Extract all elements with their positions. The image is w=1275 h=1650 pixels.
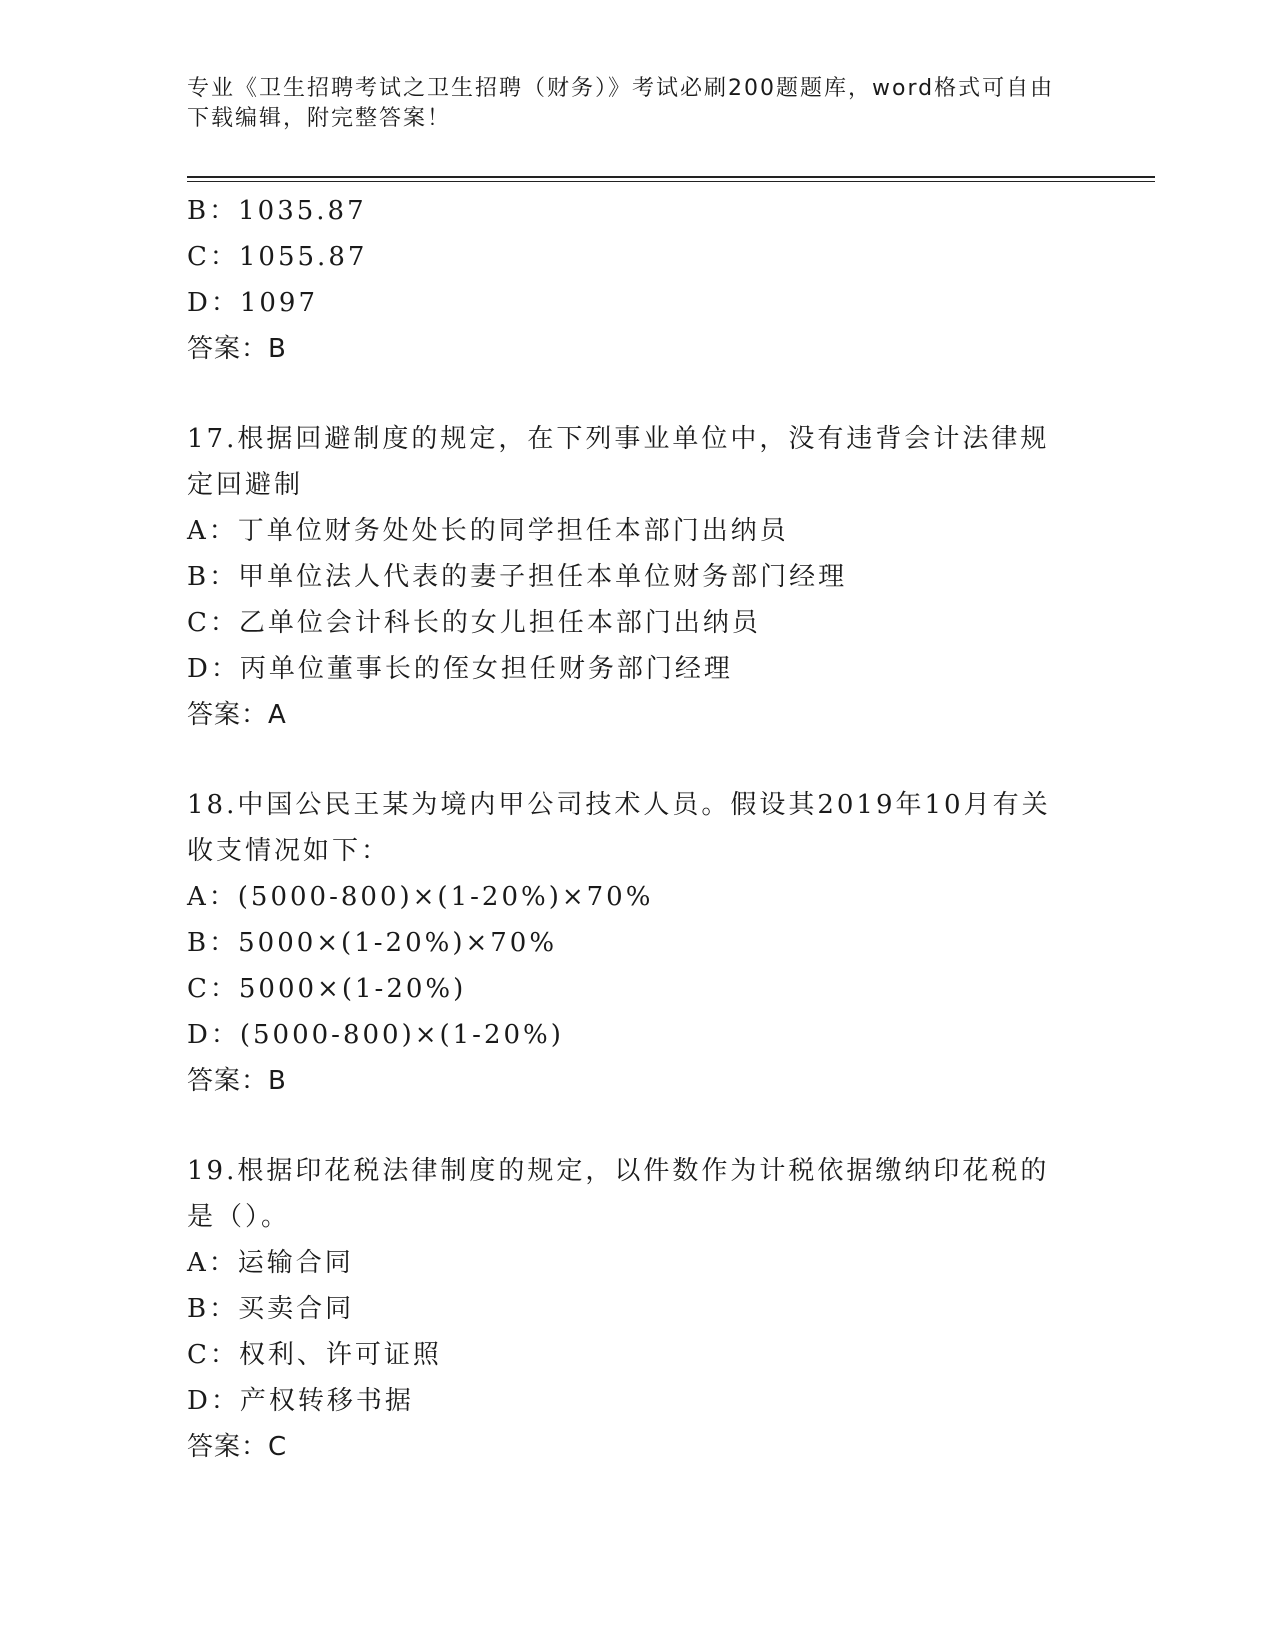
header-divider-thin <box>187 181 1155 182</box>
question-text: 19.根据印花税法律制度的规定，以件数作为计税依据缴纳印花税的是（）。 <box>187 1156 1050 1232</box>
question-text: 17.根据回避制度的规定，在下列事业单位中，没有违背会计法律规定回避制 <box>187 424 1050 500</box>
question-16 <box>187 188 1087 372</box>
option-a: A：丁单位财务处处长的同学担任本部门出纳员 <box>187 516 789 546</box>
option-c: C：1055.87 <box>187 242 368 272</box>
option-d: D：丙单位董事长的侄女担任财务部门经理 <box>187 654 733 684</box>
option-c: C：5000×(1-20%) <box>187 974 467 1004</box>
option-d: D：1097 <box>187 288 319 318</box>
header-divider <box>187 176 1155 178</box>
option-b: B：甲单位法人代表的妻子担任本单位财务部门经理 <box>187 562 848 592</box>
question-list <box>187 188 1087 1470</box>
option-c: C：乙单位会计科长的女儿担任本部门出纳员 <box>187 608 761 638</box>
answer: 答案：C <box>187 1432 288 1462</box>
option-b: B：5000×(1-20%)×70% <box>187 928 558 958</box>
option-a: A：(5000-800)×(1-20%)×70% <box>187 882 654 912</box>
option-a: A：运输合同 <box>187 1248 354 1278</box>
question-18 <box>187 782 1087 1104</box>
option-d: D：产权转移书据 <box>187 1386 414 1416</box>
option-b: B：买卖合同 <box>187 1294 355 1324</box>
option-b: B：1035.87 <box>187 196 367 226</box>
document-header: 专业《卫生招聘考试之卫生招聘（财务）》考试必刷200题题库，word格式可自由下载编辑，附完整答案！ <box>187 76 1055 131</box>
question-text: 18.中国公民王某为境内甲公司技术人员。假设其2019年10月有关收支情况如下： <box>187 790 1051 866</box>
answer: 答案：A <box>187 700 287 730</box>
option-c: C：权利、许可证照 <box>187 1340 442 1370</box>
question-19 <box>187 1148 1087 1470</box>
option-d: D：(5000-800)×(1-20%) <box>187 1020 564 1050</box>
answer: 答案：B <box>187 1066 287 1096</box>
answer: 答案：B <box>187 334 287 364</box>
question-17 <box>187 416 1087 738</box>
